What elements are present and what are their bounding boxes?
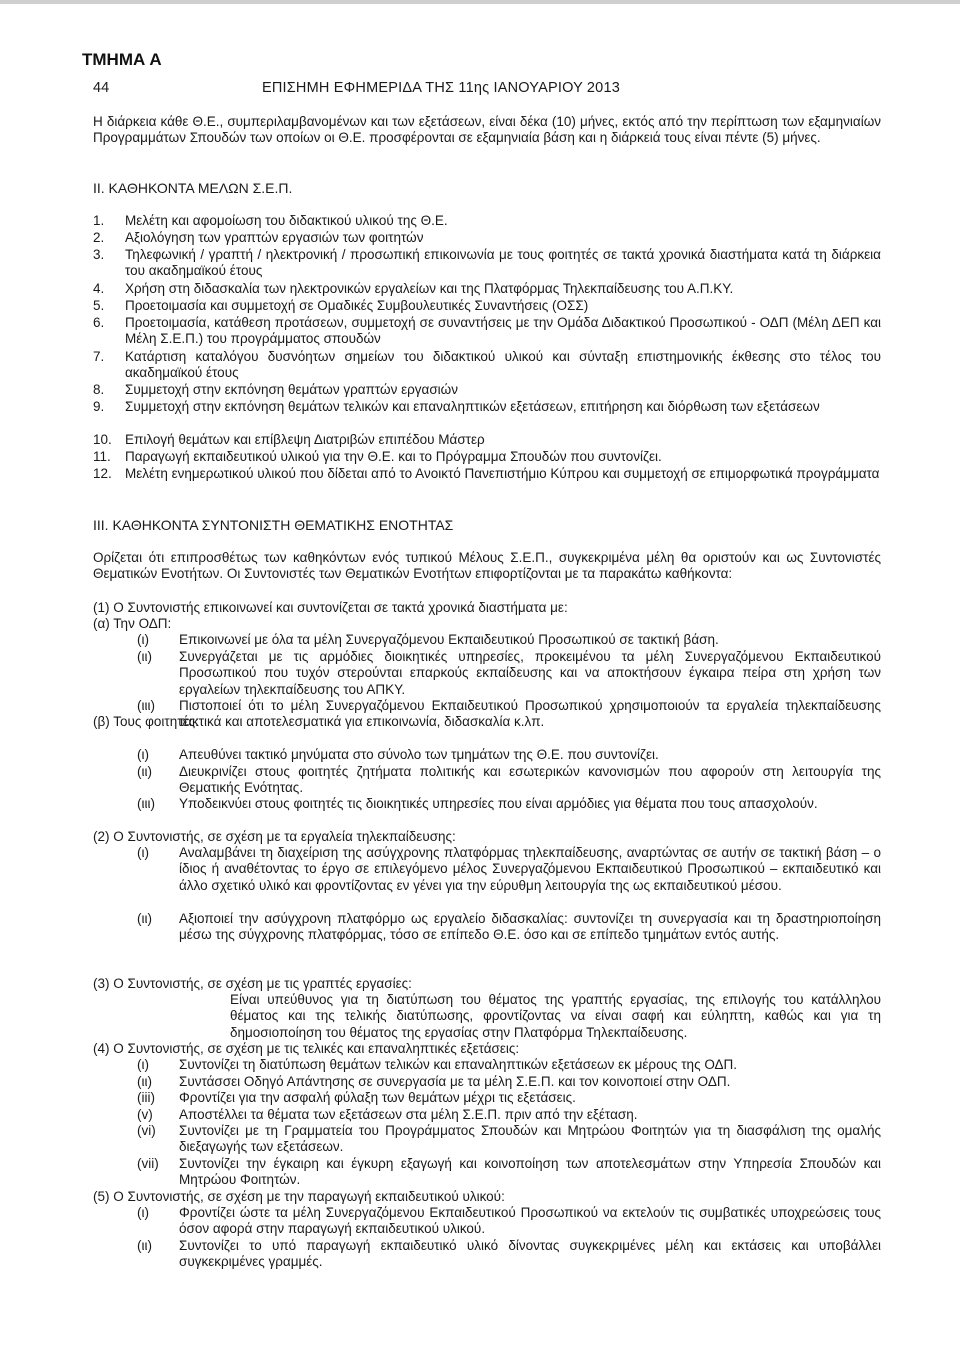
list-item-text: Προετοιμασία, κατάθεση προτάσεων, συμμετοχή σε συναντήσεις με την Ομάδα Διδακτικού Προσωπικού - ΟΔΠ (Μέλη ΔΕΠ και Μέλη Σ.Ε.Π.) του προγράμματος σπουδών	[125, 315, 881, 347]
list-item-text: Πιστοποιεί ότι το μέλη Συνεργαζόμενου Εκπαιδευτικού Προσωπικού χρησιμοποιούν τα εργαλεία τηλεκπαίδευσης τακτικά και αποτελεσματικά για επικοινωνία, διδασκαλία κ.λπ.	[179, 698, 881, 730]
list-item-text: Παραγωγή εκπαιδευτικού υλικού για την Θ.Ε. και το Πρόγραμμα Σπουδών που συντονίζει.	[125, 449, 662, 464]
section-intro: Ορίζεται ότι επιπροσθέτως των καθηκόντων ενός τυπικού Μέλους Σ.Ε.Π., συγκεκριμένα μέλη θα οριστούν και ως Συντονιστές Θεματικών Ενοτήτων. Οι Συντονιστές των Θεματικών Ενοτήτων επιφορτίζονται με τα παρακάτω καθήκοντα:	[93, 550, 881, 582]
list-item-number: (ιι)	[137, 1074, 152, 1089]
subparagraph-label: (α) Την ΟΔΠ:	[93, 616, 172, 631]
list-item-number: 12.	[93, 466, 112, 481]
list-item-number: (ιι)	[137, 764, 152, 779]
list-item-number: 10.	[93, 432, 112, 447]
list-item-text: Διευκρινίζει στους φοιτητές ζητήματα πολιτικής και εσωτερικών κανονισμών που αφορούν στη λειτουργία της Θεματικής Ενότητας.	[179, 764, 881, 796]
list-item-text: Προετοιμασία και συμμετοχή σε Ομαδικές Συμβουλευτικές Συναντήσεις (ΟΣΣ)	[125, 298, 589, 313]
list-item-text: Αξιολόγηση των γραπτών εργασιών των φοιτητών	[125, 230, 424, 245]
list-item-text: Συντονίζει το υπό παραγωγή εκπαιδευτικό υλικό δίνοντας συγκεκριμένες μέλη και εκτάσεις και υποβάλλει συγκεκριμένες γραμμές.	[179, 1238, 881, 1270]
list-item-text: Αξιοποιεί την ασύγχρονη πλατφόρμο ως εργαλείο διδασκαλίας: συντονίζει τη συνεργασία και τη δραστηριοποίηση μέσω της σύγχρονης πλατφόρμας, τόσο σε επίπεδο Θ.Ε. όσο και σε επίπεδο τμημάτων εντός αυτής.	[179, 911, 881, 943]
list-item-number: 1.	[93, 213, 105, 228]
list-item-number: (ιι)	[137, 649, 152, 664]
list-item-text: Συντονίζει με τη Γραμματεία του Προγράμματος Σπουδών και Μητρώου Φοιτητών για τη διασφάλιση της ομαλής διεξαγωγής των εξετάσεων.	[179, 1123, 881, 1155]
section-heading: III. ΚΑΘΗΚΟΝΤΑ ΣΥΝΤΟΝΙΣΤΗ ΘΕΜΑΤΙΚΗΣ ΕΝΟΤΗΤΑΣ	[93, 517, 454, 533]
gazette-title: ΕΠΙΣΗΜΗ ΕΦΗΜΕΡΙΔΑ ΤΗΣ 11ης ΙΑΝΟΥΑΡΙΟΥ 2013	[262, 80, 620, 96]
list-item-number: (ι)	[137, 632, 149, 647]
paragraph-label: (2) Ο Συντονιστής, σε σχέση με τα εργαλεία τηλεκπαίδευσης:	[93, 829, 456, 844]
list-item-text: Συντάσσει Οδηγό Απάντησης σε συνεργασία με τα μέλη Σ.Ε.Π. και τον κοινοποιεί στην ΟΔΠ.	[179, 1074, 731, 1089]
list-item-text: Μελέτη ενημερωτικού υλικού που δίδεται από το Ανοικτό Πανεπιστήμιο Κύπρου και συμμετοχή σε επιμορφωτικά προγράμματα	[125, 466, 880, 481]
list-item-number: (ι)	[137, 1057, 149, 1072]
list-item-number: (vi)	[137, 1123, 156, 1138]
list-item-text: Απευθύνει τακτικό μηνύματα στο σύνολο των τμημάτων της Θ.Ε. που συντονίζει.	[179, 747, 659, 762]
list-item-number: (ιι)	[137, 1238, 152, 1253]
list-item-text: Μελέτη και αφομοίωση του διδακτικού υλικού της Θ.Ε.	[125, 213, 448, 228]
list-item-number: 2.	[93, 230, 105, 245]
list-item-number: 5.	[93, 298, 105, 313]
section-tag: ΤΜΗΜΑ Α	[82, 50, 162, 69]
intro-paragraph: Η διάρκεια κάθε Θ.Ε., συμπεριλαμβανομένων και των εξετάσεων, είναι δέκα (10) μήνες, εκτός από την περίπτωση των εξαμηνιαίων Προγραμμάτων Σπουδών των οποίων οι Θ.Ε. προσφέρονται σε εξαμηνιαία βάση και η διάρκειά τους είναι πέντε (5) μήνες.	[93, 114, 881, 146]
section-heading: II. ΚΑΘΗΚΟΝΤΑ ΜΕΛΩΝ Σ.Ε.Π.	[93, 180, 293, 196]
list-item-text: Φροντίζει για την ασφαλή φύλαξη των θεμάτων μέχρι τις εξετάσεις.	[179, 1090, 576, 1105]
list-item-text: Αποστέλλει τα θέματα των εξετάσεων στα μέλη Σ.Ε.Π. πριν από την εξέταση.	[179, 1107, 638, 1122]
paragraph-label: (3) Ο Συντονιστής, σε σχέση με τις γραπτές εργασίες:	[93, 976, 412, 991]
paragraph-label: (5) Ο Συντονιστής, σε σχέση με την παραγωγή εκπαιδευτικού υλικού:	[93, 1189, 505, 1204]
list-item-number: (ι)	[137, 747, 149, 762]
list-item-text: Συμμετοχή στην εκπόνηση θεμάτων τελικών και επαναληπτικών εξετάσεων, επιτήρηση και διόρθωση των εξετάσεων	[125, 399, 820, 414]
list-item-number: (ιιι)	[137, 796, 155, 811]
list-item-text: Συντονίζει την έγκαιρη και έγκυρη εξαγωγή και κοινοποίηση των αποτελεσμάτων στην Υπηρεσία Σπουδών και Μητρώου Φοιτητών.	[179, 1156, 881, 1188]
list-item-number: (ιι)	[137, 911, 152, 926]
scan-edge	[0, 0, 960, 4]
list-item-text: Συντονίζει τη διατύπωση θεμάτων τελικών και επαναληπτικών εξετάσεων εκ μέρους της ΟΔΠ.	[179, 1057, 738, 1072]
list-item-number: (v)	[137, 1107, 153, 1122]
list-item-text: Συμμετοχή στην εκπόνηση θεμάτων γραπτών εργασιών	[125, 382, 458, 397]
list-item-text: Αναλαμβάνει τη διαχείριση της ασύγχρονης πλατφόρμας τηλεκπαίδευσης, αναρτώντας σε αυτήν σε τακτική βάση – ο ίδιος ή αναθέτοντας το έργο σε επιλεγόμενο μέλος Συνεργαζόμενου Εκπαιδευτικού Προσωπικού – εκπαιδευτικό και άλλο σχετικό υλικό και φροντίζοντας εν γένει για την εύρυθμη λειτουργία της ως εκπαιδευτικού μέσου.	[179, 845, 881, 893]
list-item-number: (vii)	[137, 1156, 159, 1171]
list-item-number: 11.	[93, 449, 111, 464]
list-item-text: Χρήση στη διδασκαλία των ηλεκτρονικών εργαλείων και της Πλατφόρμας Τηλεκπαίδευσης του Α.Π.ΚΥ.	[125, 281, 734, 296]
list-item-text: Υποδεικνύει στους φοιτητές τις διοικητικές υπηρεσίες που είναι αρμόδιες για θέματα που τους απασχολούν.	[179, 796, 818, 811]
list-item-text: Κατάρτιση καταλόγου δυσνόητων σημείων του διδακτικού υλικού και σύνταξη επιστημονικής έκθεσης στο τέλος του ακαδημαϊκού έτους	[125, 349, 881, 381]
list-item-number: (ι)	[137, 845, 149, 860]
paragraph-label: (1) Ο Συντονιστής επικοινωνεί και συντονίζεται σε τακτά χρονικά διαστήματα με:	[93, 600, 568, 615]
list-item-text: Φροντίζει ώστε τα μέλη Συνεργαζόμενου Εκπαιδευτικού Προσωπικού να εκτελούν τις συμβατικές υποχρεώσεις τους όσον αφορά στην παραγωγή εκπαιδευτικού υλικού.	[179, 1205, 881, 1237]
list-item-text: Επιλογή θεμάτων και επίβλεψη Διατριβών επιπέδου Μάστερ	[125, 432, 485, 447]
list-item-number: 9.	[93, 399, 105, 414]
list-item-number: (ι)	[137, 1205, 149, 1220]
list-item-number: 6.	[93, 315, 105, 330]
list-item-text: Συνεργάζεται με τις αρμόδιες διοικητικές υπηρεσίες, προκειμένου τα μέλη Συνεργαζόμενου Εκπαιδευτικού Προσωπικού που τυχόν στερούνται επαρκούς εκπαίδευσης και να αποκτήσουν έγκαιρα πείρα στη χρήση των εργαλείων τηλεκπαίδευσης του ΑΠΚΥ.	[179, 649, 881, 697]
list-item-number: (ιιι)	[137, 698, 155, 713]
list-item-text: Επικοινωνεί με όλα τα μέλη Συνεργαζόμενου Εκπαιδευτικού Προσωπικού σε τακτική βάση.	[179, 632, 719, 647]
page-number: 44	[93, 80, 110, 96]
subparagraph-label: (β) Τους φοιτητές:	[93, 714, 199, 729]
list-item-text: Τηλεφωνική / γραπτή / ηλεκτρονική / προσωπική επικοινωνία με τους φοιτητές σε τακτά χρονικά διαστήματα κατά τη διάρκεια του ακαδημαϊκού έτους	[125, 247, 881, 279]
paragraph-label: (4) Ο Συντονιστής, σε σχέση με τις τελικές και επαναληπτικές εξετάσεις:	[93, 1041, 520, 1056]
list-item-number: (iii)	[137, 1090, 155, 1105]
list-item-number: 7.	[93, 349, 105, 364]
paragraph-text: Είναι υπεύθυνος για τη διατύπωση του θέματος της γραπτής εργασίας, της επιλογής του κατάλληλου θέματος και της τελικής διατύπωσης, φροντίζοντας να είναι σαφή και εύληπτη, καθώς και για τη δημοσιοποίηση του θέματος της εργασίας στην Πλατφόρμα Τηλεκπαίδευσης.	[230, 992, 881, 1040]
list-item-number: 8.	[93, 382, 105, 397]
list-item-number: 4.	[93, 281, 105, 296]
list-item-number: 3.	[93, 247, 105, 262]
